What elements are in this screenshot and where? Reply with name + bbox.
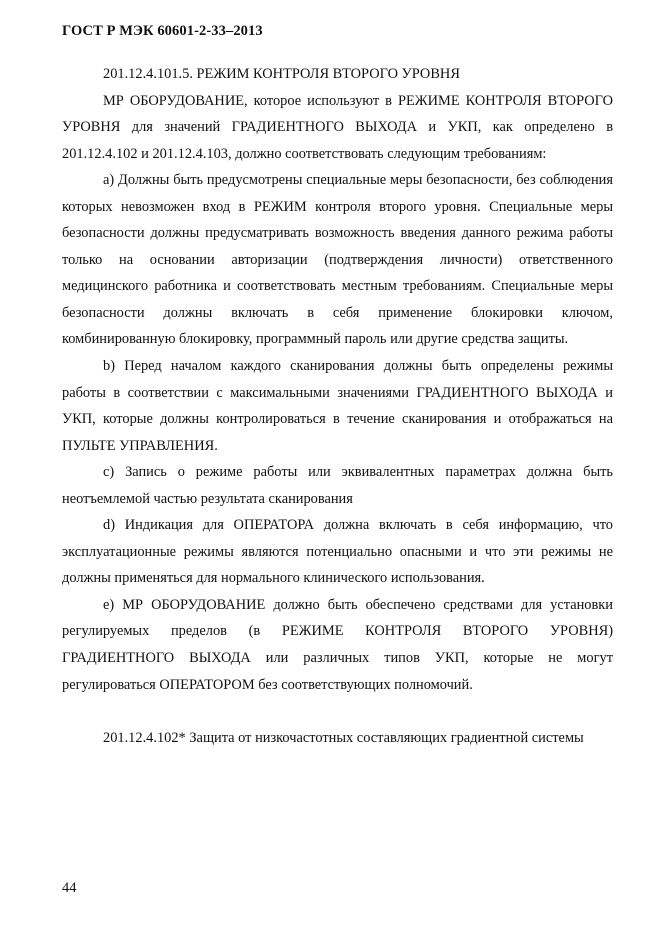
paragraph-item-e: е) МР ОБОРУДОВАНИЕ должно быть обеспечено средствами для установки регулируемых пределов (в РЕЖИМЕ КОНТРОЛЯ ВТОРОГО УРОВНЯ) ГРАДИЕНТНОГО ВЫХОДА или различных типов УКП, которые не могут регулироваться ОПЕРАТОРОМ без соответствующих полномочий.: [62, 596, 613, 693]
document-header: ГОСТ Р МЭК 60601-2-33–2013: [62, 23, 263, 39]
page-number: 44: [62, 880, 77, 896]
paragraph-item-b: b) Перед началом каждого сканирования должны быть определены режимы работы в соответствии с максимальными значениями ГРАДИЕНТНОГО ВЫХОДА и УКП, которые должны контролироваться в течение сканирования и отображаться на ПУЛЬТЕ УПРАВЛЕНИЯ.: [62, 358, 613, 454]
document-body: [62, 61, 613, 751]
section-heading-201-12-4-102: 201.12.4.102* Защита от низкочастотных составляющих градиентной системы: [103, 729, 584, 746]
paragraph-item-c: с) Запись о режиме работы или эквивалентных параметрах должна быть неотъемлемой частью результата сканирования: [62, 464, 613, 507]
paragraph-item-d: d) Индикация для ОПЕРАТОРА должна включать в себя информацию, что эксплуатационные режимы являются потенциально опасными и что эти режимы не должны применяться для нормального клинического использования.: [62, 517, 613, 587]
paragraph-intro: МР ОБОРУДОВАНИЕ, которое используют в РЕЖИМЕ КОНТРОЛЯ ВТОРОГО УРОВНЯ для значений ГРАДИЕНТНОГО ВЫХОДА и УКП, как определено в 201.12.4.102 и 201.12.4.103, должно соответствовать следующим требованиям:: [62, 92, 613, 162]
section-heading-201-12-4-101-5: 201.12.4.101.5. РЕЖИМ КОНТРОЛЯ ВТОРОГО УРОВНЯ: [103, 66, 460, 82]
paragraph-item-a: а) Должны быть предусмотрены специальные меры безопасности, без соблюдения которых невозможен вход в РЕЖИМ контроля второго уровня. Специальные меры безопасности должны предусматривать возможность введения данного режима работы только на основании авторизации (подтверждения личности) ответственного медицинского работника и соответствовать местным требованиям. Специальные меры безопасности должны включать в себя применение блокировки ключом, комбинированную блокировку, программный пароль или другие средства защиты.: [62, 172, 613, 348]
